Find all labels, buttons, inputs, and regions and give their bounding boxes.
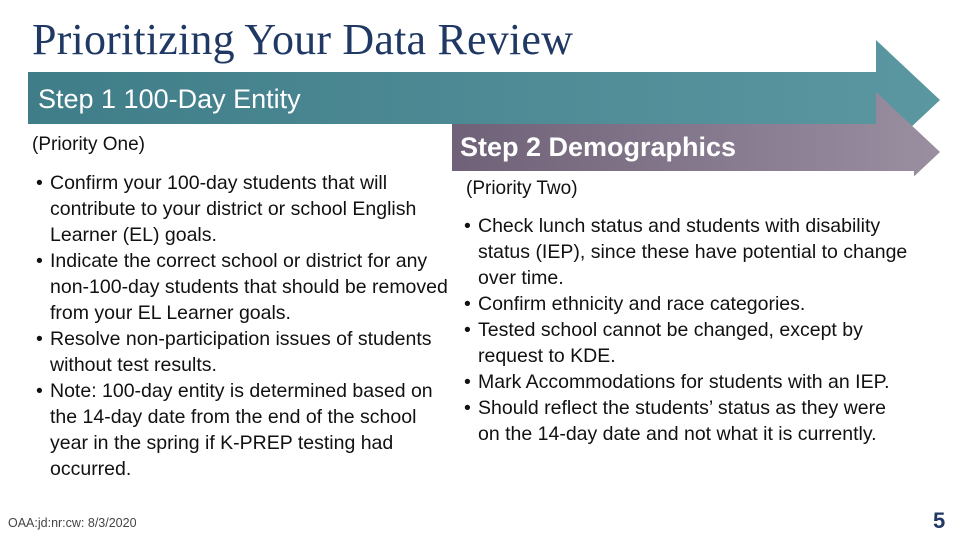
step1-label: Step 1 100-Day Entity [38,84,301,114]
bullet-text: Mark Accommodations for students with an IEP. [478,371,890,393]
bullet-icon: • [36,250,43,272]
bullet-text: Resolve non-participation issues of students without test results. [50,328,432,376]
step1-bullet-list [32,170,452,482]
bullet-icon: • [36,380,43,402]
bullet-text: Indicate the correct school or district for any non-100-day students that should be removed from your EL Learner goals. [50,250,448,324]
list-item [32,170,452,248]
step1-panel [28,124,448,520]
step1-priority: (Priority One) [32,134,145,155]
page-number: 5 [933,508,946,533]
bullet-text: Should reflect the students’ status as they were on the 14-day date and not what it is currently. [478,397,886,445]
list-item [460,369,912,395]
step2-priority: (Priority Two) [466,178,578,199]
slide-title: Prioritizing Your Data Review [32,15,574,64]
list-item [460,395,912,447]
bullet-text: Check lunch status and students with disability status (IEP), since these have potential to change over time. [478,215,908,289]
bullet-icon: • [464,397,471,419]
bullet-icon: • [464,293,471,315]
bullet-icon: • [464,319,471,341]
bullet-icon: • [464,371,471,393]
bullet-icon: • [36,172,43,194]
bullet-icon: • [36,328,43,350]
footer-text: OAA:jd:nr:cw: 8/3/2020 [8,516,137,530]
list-item [460,291,912,317]
bullet-text: Confirm your 100-day students that will contribute to your district or school English Learner (EL) goals. [50,172,417,246]
list-item [32,248,452,326]
list-item [32,326,452,378]
list-item [460,213,912,291]
step2-panel [452,171,914,517]
bullet-text: Confirm ethnicity and race categories. [478,293,806,315]
bullet-icon: • [464,215,471,237]
step2-bullet-list [460,213,912,447]
bullet-text: Tested school cannot be changed, except by request to KDE. [478,319,863,367]
step2-label: Step 2 Demographics [460,132,737,162]
list-item [32,378,452,482]
list-item [460,317,912,369]
bullet-text: Note: 100-day entity is determined based on the 14-day date from the end of the school year in the spring if K-PREP testing had occurred. [50,380,433,480]
